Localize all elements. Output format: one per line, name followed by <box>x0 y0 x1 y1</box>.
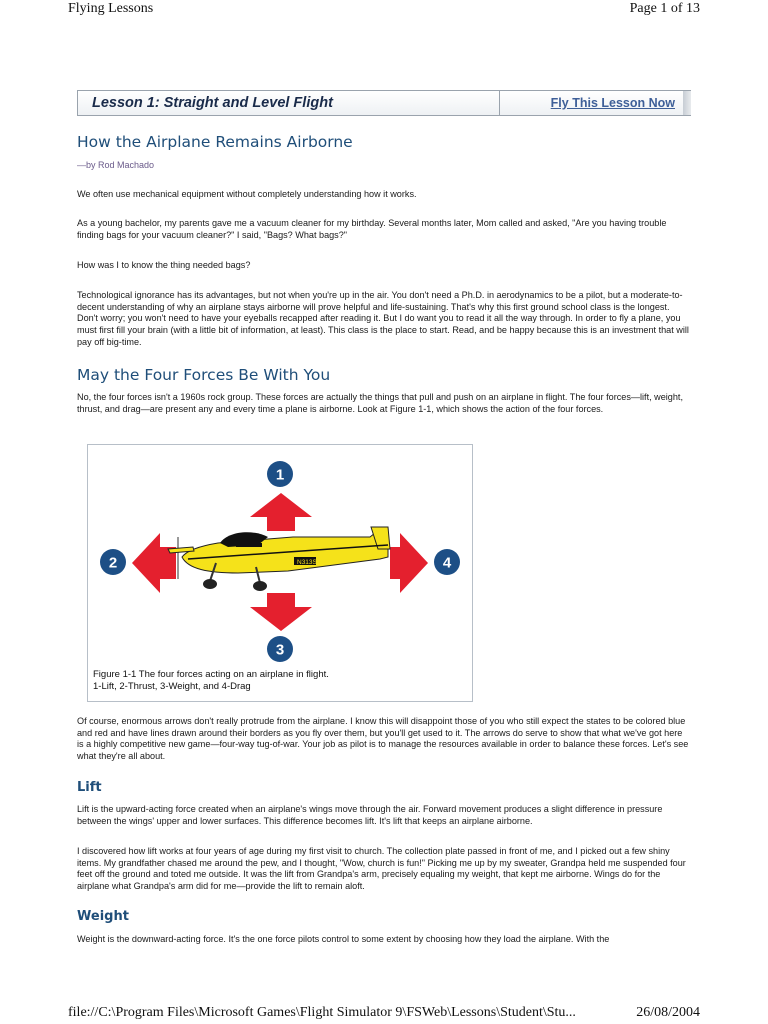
section-heading-lift: Lift <box>77 780 102 795</box>
lesson-title: Lesson 1: Straight and Level Flight <box>78 91 500 115</box>
badge-3: 3 <box>275 641 285 659</box>
four-forces-figure <box>87 444 473 702</box>
section-heading-weight: Weight <box>77 909 129 924</box>
paragraph: Weight is the downward-acting force. It's the one force pilots control to some extent by choosing how they load the airplane. With the <box>77 934 610 944</box>
badge-1: 1 <box>275 466 285 484</box>
four-forces-diagram <box>88 445 474 703</box>
page-title: How the Airplane Remains Airborne <box>77 133 353 151</box>
drag-arrow <box>390 533 428 593</box>
lesson-bar-edge <box>683 91 691 115</box>
paragraph: Technological ignorance has its advantages, but not when you're up in the air. You don't need a Ph.D. in aerodynamics to be a pilot, but a moderate-to-decent understanding of why an airplane stays airborne will prove helpful and life-sustaining. That's why this first ground school class is the longest. Don't worry; you won't need to have your eyeballs recapped after reading it. But I do want you to read it all the way through. In order to fly a plane, you must first fill your brain (with a little bit of information, at least). This class is the place to start. Read, and be happy because this is an investment that will pay off big-time. <box>77 290 689 347</box>
print-header <box>68 1 700 17</box>
badge-4: 4 <box>442 554 452 572</box>
section-heading-forces: May the Four Forces Be With You <box>77 366 331 384</box>
print-header-title: Flying Lessons <box>68 1 154 16</box>
fly-lesson-link[interactable]: Fly This Lesson Now <box>550 96 675 110</box>
weight-arrow <box>250 593 312 631</box>
badge-2: 2 <box>108 554 118 572</box>
paragraph: We often use mechanical equipment without completely understanding how it works. <box>77 189 417 199</box>
thrust-arrow <box>132 533 176 593</box>
print-date: 26/08/2004 <box>636 1005 700 1020</box>
print-footer <box>68 1005 700 1021</box>
figure-caption-line: 1-Lift, 2-Thrust, 3-Weight, and 4-Drag <box>93 681 251 692</box>
lift-arrow <box>250 493 312 531</box>
file-path: file://C:\Program Files\Microsoft Games\Flight Simulator 9\FSWeb\Lessons\Student\Stu... <box>68 1005 576 1020</box>
lesson-bar <box>77 90 691 116</box>
figure-caption <box>93 669 329 693</box>
paragraph: Of course, enormous arrows don't really protrude from the airplane. I know this will disappoint those of you who still expect the states to be colored blue and red and have lines drawn around their borders as you fly over them, but you'll get used to it. The arrows do serve to show that what we've got here is a highly competitive new game—four-way tug-of-war. Your job as pilot is to manage the resources available in order to balance these forces. Let's see what they're all about. <box>77 716 689 762</box>
paragraph: As a young bachelor, my parents gave me a vacuum cleaner for my birthday. Several months later, Mom called and asked, "Are you having trouble finding bags for your vacuum cleaner?" I said, "Bags? What bags?" <box>77 218 667 240</box>
paragraph: I discovered how lift works at four years of age during my first visit to church. The collection plate passed in front of me, and I picked out a few shiny items. My grandfather chased me around the pew, and I thought, "Wow, church is fun!" Picking me up by my sweater, Grandpa held me suspended four feet off the ground and toted me outside. It was the lift from Grandpa's arm, precisely equaling my weight, that kept me airborne. Wings do for the airplane what Grandpa's arm did for me—provide the lift to remain aloft. <box>77 846 686 892</box>
figure-caption-line: Figure 1-1 The four forces acting on an airplane in flight. <box>93 669 329 680</box>
paragraph: How was I to know the thing needed bags? <box>77 260 251 270</box>
page-number: Page 1 of 13 <box>629 1 700 16</box>
airplane-illustration <box>168 527 390 591</box>
paragraph: Lift is the upward-acting force created when an airplane's wings move through the air. Forward movement produces a slight difference in pressure between the wings' upper and lower surfaces. This difference becomes lift. It's lift that keeps an airplane airborne. <box>77 804 663 826</box>
paragraph: No, the four forces isn't a 1960s rock group. These forces are actually the things that pull and push on an airplane in flight. The four forces—lift, weight, thrust, and drag—are present any and every time a plane is airborne. Look at Figure 1-1, which shows the action of the four forces. <box>77 392 683 414</box>
tail-number: N313S9 <box>297 559 321 566</box>
byline: —by Rod Machado <box>77 160 155 170</box>
